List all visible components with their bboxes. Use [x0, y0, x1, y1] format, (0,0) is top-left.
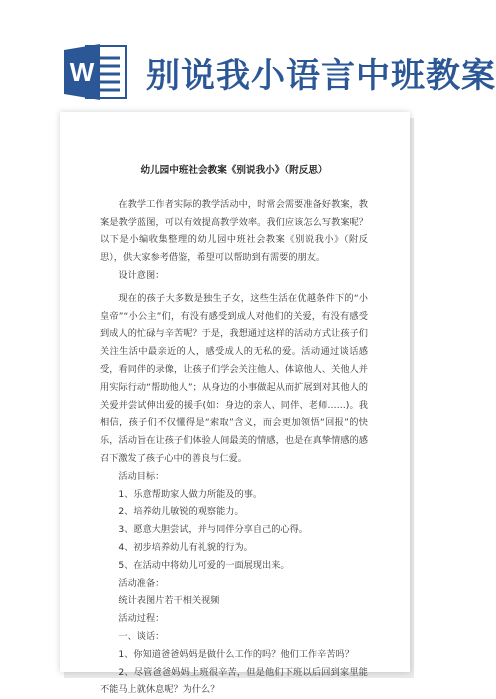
document-preview [60, 112, 414, 696]
goal-item: 4、初步培养幼儿有礼貌的行为。 [118, 541, 253, 553]
word-logo-letter: W [69, 57, 95, 87]
document-page [60, 112, 410, 696]
question-item: 1、你知道爸爸妈妈是做什么工作的吗？他们工作辛苦吗？ [118, 648, 354, 660]
prep-text: 统计表图片若干相关视频 [118, 595, 220, 607]
goal-item: 1、乐意帮助家人做力所能及的事。 [118, 488, 263, 500]
word-document-icon [62, 42, 130, 102]
step1-heading: 一、谈话： [118, 630, 165, 642]
prep-heading: 活动准备： [118, 577, 165, 589]
banner-title: 别说我小语言中班教案 [146, 56, 496, 96]
goal-item: 2、培养幼儿敏锐的观察能力。 [118, 506, 244, 518]
document-title: 幼儿园中班社会教案《别说我小》（附反思） [140, 165, 328, 176]
design-paragraph: 现在的孩子大多数是独生子女，这些生活在优越条件下的“小皇帝”“小公主”们，有没有感受到成人对他们的关爱，有没有感受到成人的忙碌与辛苦呢？于是，我想通过这样的活动方式让孩子们关注生活中最亲近的人，感受成人的无私的爱。活动通过谈话感受，看同伴的录像，让孩子们学会关注他人、体谅他人、关他人并用实际行动“帮助他人”；从身边的小事做起从而扩展到对其他人的关爱并尝试伸出爱的援手(如：身边的亲人、同伴、老师……)。我相信，孩子们不仅懂得是“索取”含义，而会更加领悟“回报”的快乐，活动旨在让孩子们体验人间最美的情感，也是在真挚情感的感召下激发了孩子心中的善良与仁爱。 [100, 292, 368, 464]
process-heading: 活动过程： [118, 613, 165, 625]
goal-item: 5、在活动中将幼儿可爱的一面展现出来。 [118, 559, 290, 571]
goals-heading: 活动目标： [118, 470, 165, 482]
design-heading: 设计意图： [118, 269, 165, 281]
goal-item: 3、愿意大胆尝试，并与同伴分享自己的心得。 [118, 524, 308, 536]
banner [0, 0, 496, 112]
intro-paragraph: 在教学工作者实际的教学活动中，时常会需要准备好教案，教案是教学蓝图，可以有效提高教学效率。我们应该怎么写教案呢？以下是小编收集整理的幼儿园中班社会教案《别说我小》（附反思），供大家参考借鉴，希望可以帮助到有需要的朋友。 [100, 198, 368, 264]
question-item: 2、尽管爸爸妈妈上班很辛苦，但是他们下班以后回到家里能不能马上就休息呢？为什么？ [100, 666, 368, 696]
